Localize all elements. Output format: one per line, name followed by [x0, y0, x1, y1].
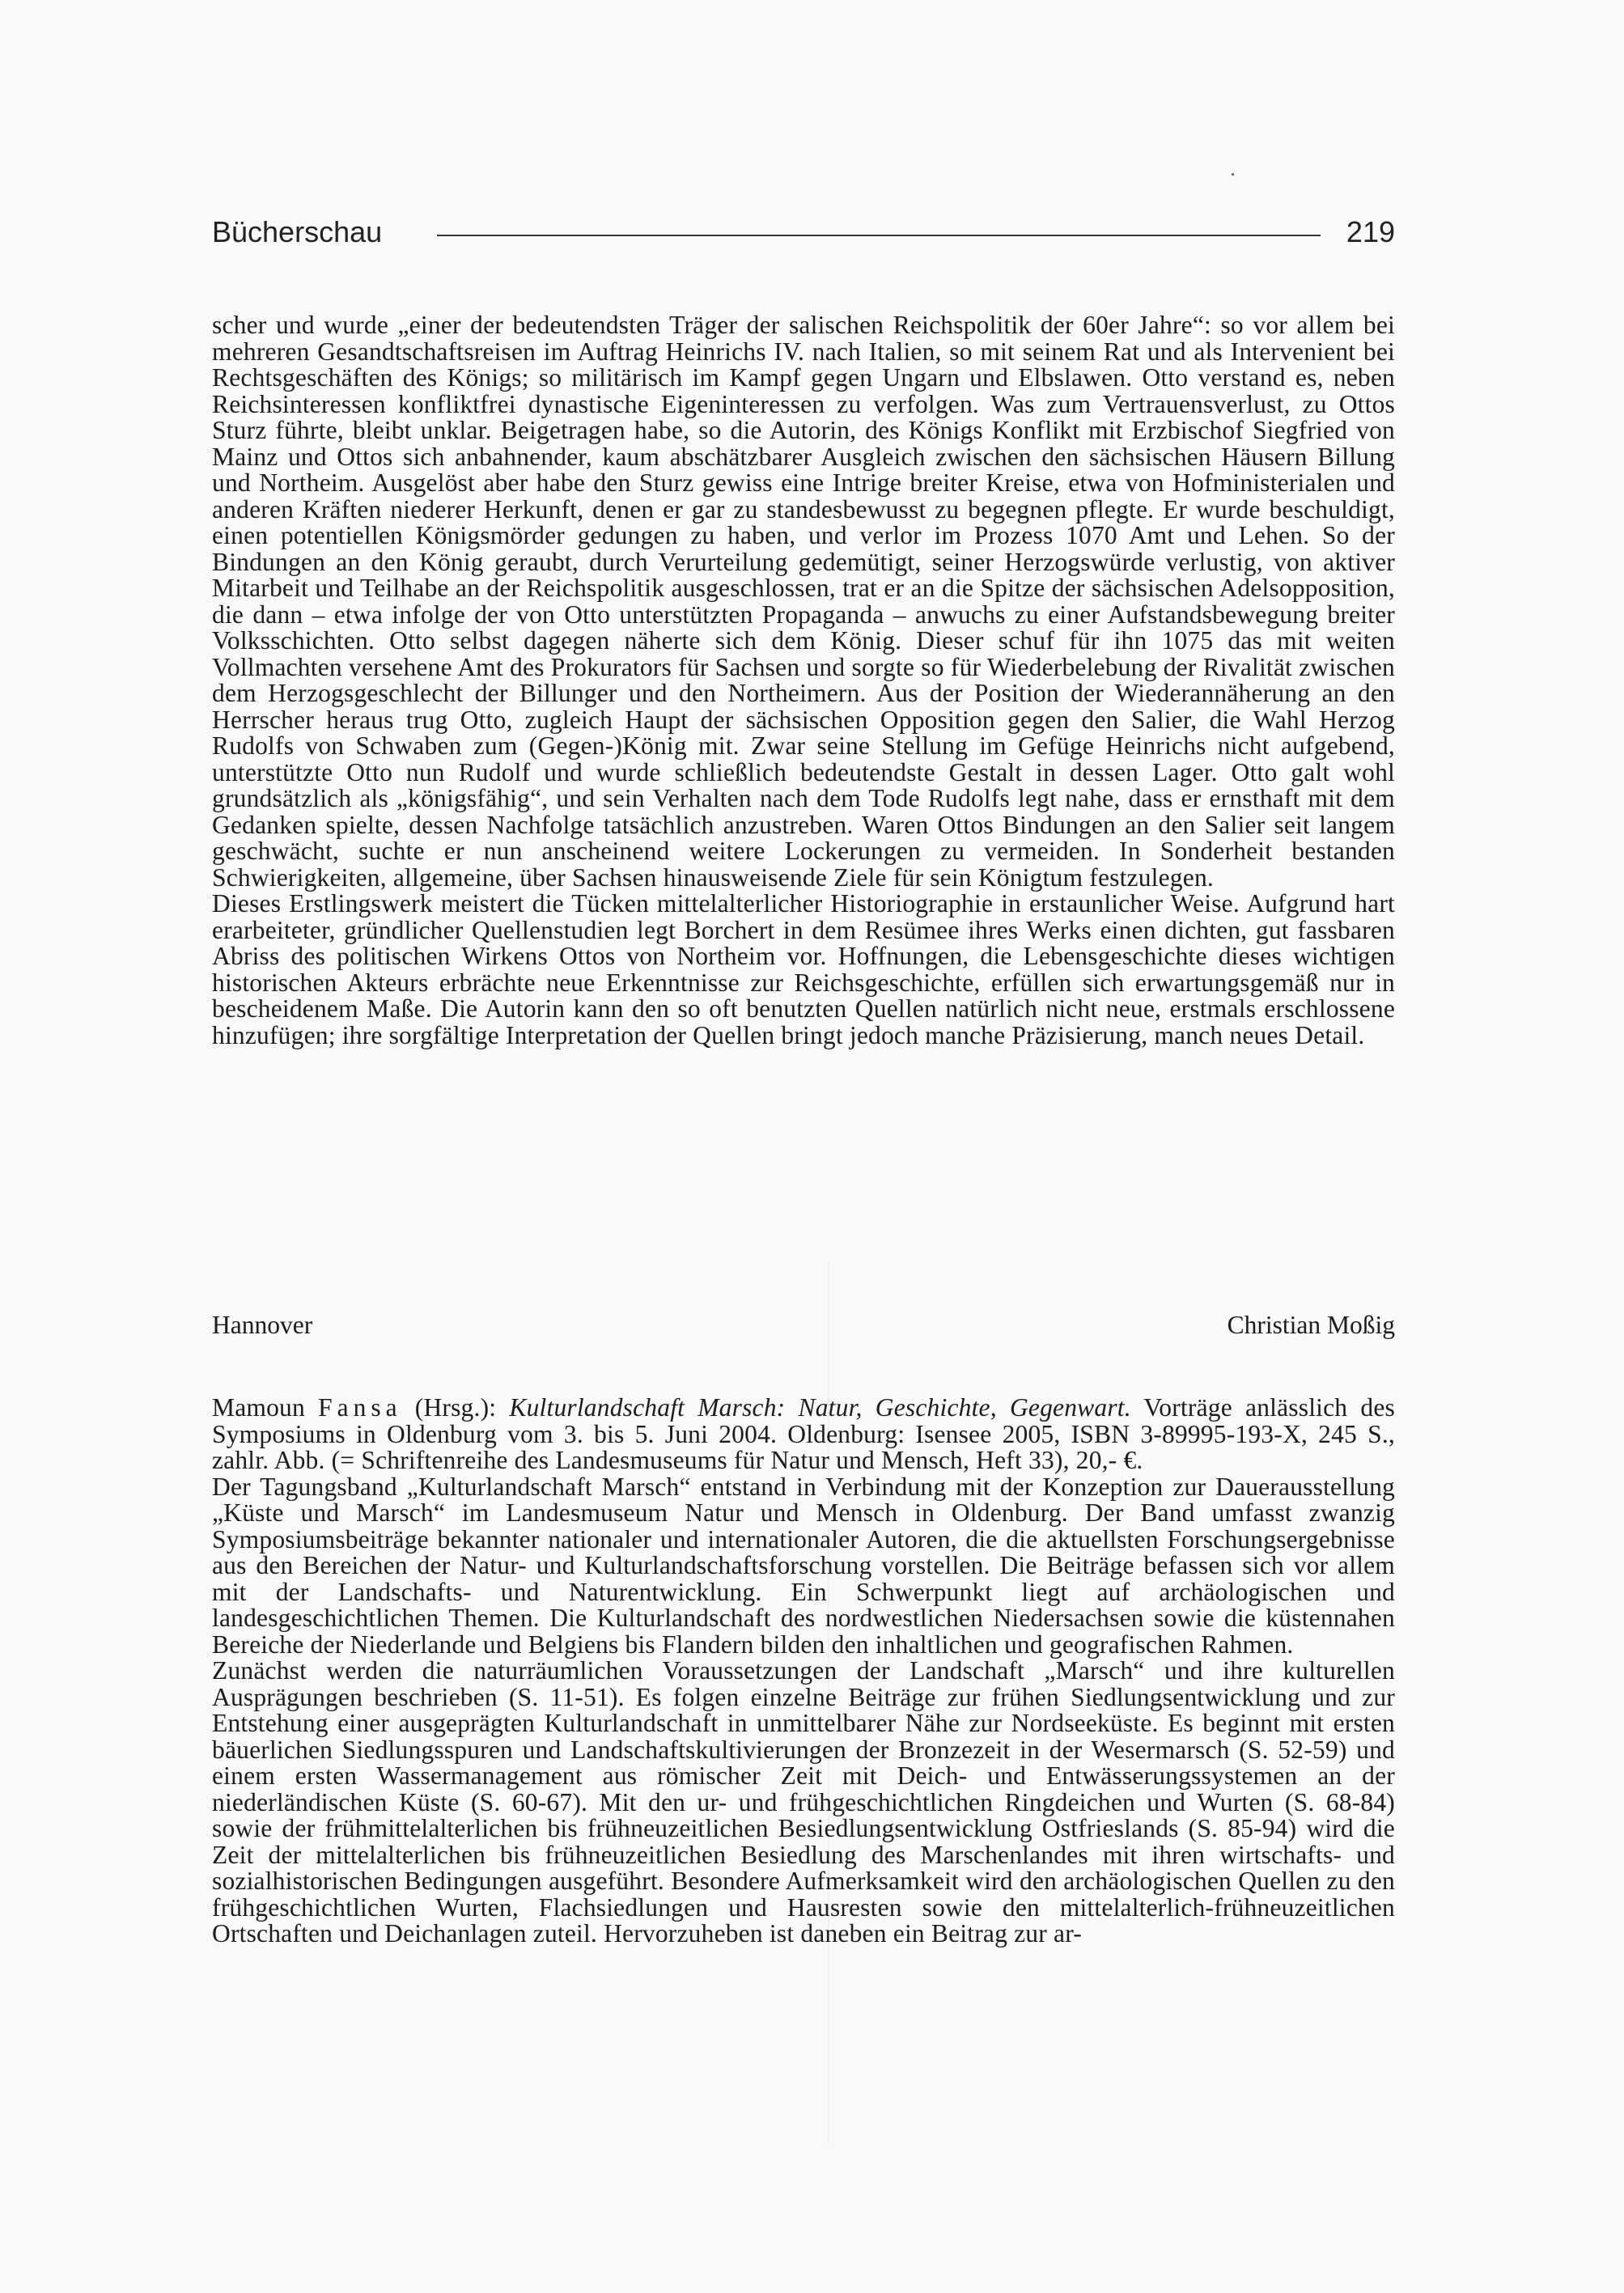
review-paragraph: Dieses Erstlingswerk meistert die Tücken mittelalterlicher Historiographie in erstaunlicher Weise. Aufgrund hart erarbeiteter, gründlicher Quellenstudien legt Borchert in dem Resümee ihres Werks einen dichten, gut fassbaren Abriss des politischen Wirkens Ottos von Northeim vor. Hoffnungen, die Lebensgeschichte dieses wichtigen historischen Akteurs erbrächte neue Erkenntnisse zur Reichsgeschichte, erfüllen sich erwartungsgemäß nur in bescheidenem Maße. Die Autorin kann den so oft benutzten Quellen natürlich nicht neue, erstmals erschlossene hinzufügen; ihre sorgfältige Interpretation der Quellen bringt jedoch manche Präzisierung, manch neues Detail. [212, 889, 1395, 1049]
review-signature [212, 1309, 1395, 1341]
scan-speck [1232, 173, 1234, 176]
review-paragraph: scher und wurde „einer der bedeutendsten Träger der salischen Reichspolitik der 60er Jahre“: so vor allem bei mehreren Gesandtschaftsreisen im Auftrag Heinrichs IV. nach Italien, so mit seinem Rat und als Intervenient bei Rechtsgeschäften des Königs; so militärisch im Kampf gegen Ungarn und Elbslawen. Otto verstand es, neben Reichsinteressen konfliktfrei dynastische Eigeninteressen zu verfolgen. Was zum Vertrauensverlust, zu Ottos Sturz führte, bleibt unklar. Beigetragen habe, so die Autorin, des Königs Konflikt mit Erzbischof Siegfried von Mainz und Ottos sich anbahnender, kaum abschätzbarer Ausgleich zwischen den sächsischen Häusern Billung und Northeim. Ausgelöst aber habe den Sturz gewiss eine Intrige breiter Kreise, etwa von Hofministerialen und anderen Kräften niederer Herkunft, denen er gar zu standesbewusst zu begegnen pflegte. Er wurde beschuldigt, einen potentiellen Königsmörder gedungen zu haben, und verlor im Prozess 1070 Amt und Lehen. So der Bindungen an den König geraubt, durch Verurteilung gedemütigt, seiner Herzogswürde verlustig, von aktiver Mitarbeit und Teilhabe an der Reichspolitik ausgeschlossen, trat er an die Spitze der sächsischen Adelsopposition, die dann – etwa infolge der von Otto unterstützten Propaganda – anwuchs zu einer Aufstandsbewegung breiter Volksschichten. Otto selbst dagegen näherte sich dem König. Dieser schuf für ihn 1075 das mit weiten Vollmachten versehene Amt des Prokurators für Sachsen und sorgte so für Wiederbelebung der Rivalität zwischen dem Herzogsgeschlecht der Billunger und den Northeimern. Aus der Position der Wiederannäherung an den Herrscher heraus trug Otto, zugleich Haupt der sächsischen Opposition gegen den Salier, die Wahl Herzog Rudolfs von Schwaben zum (Gegen-)König mit. Zwar seine Stellung im Gefüge Heinrichs nicht aufgebend, unterstützte Otto nun Rudolf und wurde schließlich bedeutendste Gestalt in dessen Lager. Otto galt wohl grundsätzlich als „königsfähig“, und sein Verhalten nach dem Tode Rudolfs legt nahe, dass er ernsthaft mit dem Gedanken spielte, dessen Nachfolge tatsächlich anzustreben. Waren Ottos Bindungen an den Salier seit langem geschwächt, suchte er nun anscheinend weitere Lockerungen zu vermeiden. In Sonderheit bestanden Schwierigkeiten, allgemeine, über Sachsen hinausweisende Ziele für sein Königtum festzulegen. [212, 311, 1395, 892]
review-paragraph: Zunächst werden die naturräumlichen Voraussetzungen der Landschaft „Marsch“ und ihre kulturellen Ausprägungen beschrieben (S. 11-51). Es folgen einzelne Beiträge zur frühen Siedlungsentwicklung und zur Entstehung einer ausgeprägten Kulturlandschaft in unmittelbarer Nähe zur Nordseeküste. Es beginnt mit ersten bäuerlichen Siedlungsspuren und Landschaftskultivierungen der Bronzezeit in der Wesermarsch (S. 52-59) und einem ersten Wassermanagement aus römischer Zeit mit Deich- und Entwässerungssystemen an der niederländischen Küste (S. 60-67). Mit den ur- und frühgeschichtlichen Ringdeichen und Wurten (S. 68-84) sowie der frühmittelalterlichen bis frühneuzeitlichen Besiedlungsentwicklung Ostfrieslands (S. 85-94) wird die Zeit der mittelalterlichen bis frühneuzeitlichen Besiedlung des Marschenlandes mit ihren wirtschafts- und sozialhistorischen Bedingungen ausgeführt. Besondere Aufmerksamkeit wird den archäologischen Quellen zu den frühgeschichtlichen Wurten, Flachsiedlungen und Hausresten sowie den mittelalterlich-frühneuzeitlichen Ortschaften und Deichanlagen zuteil. Hervorzuheben ist daneben ein Beitrag zur ar- [212, 1656, 1395, 1948]
header-rule [437, 235, 1321, 236]
running-header [212, 212, 1395, 252]
review-continuation [212, 312, 1395, 1049]
bibliographic-entry [212, 1395, 1395, 1474]
section-title: Bücherschau [212, 215, 383, 248]
new-review [212, 1395, 1395, 1948]
review-paragraph: Der Tagungsband „Kulturlandschaft Marsch“ entstand in Verbindung mit der Konzeption zur Dauerausstellung „Küste und Marsch“ im Landesmuseum Natur und Mensch in Oldenburg. Der Band umfasst zwanzig Symposiumsbeiträge bekannter nationaler und internationaler Autoren, die die aktuellsten Forschungsergebnisse aus den Bereichen der Natur- und Kulturlandschaftsforschung vorstellen. Die Beiträge befassen sich vor allem mit der Landschafts- und Naturentwicklung. Ein Schwerpunkt liegt auf archäologischen und landesgeschichtlichen Themen. Die Kulturlandschaft des nordwestlichen Niedersachsen sowie die küstennahen Bereiche der Niederlande und Belgiens bis Flandern bilden den inhaltlichen und geografischen Rahmen. [212, 1472, 1395, 1659]
page-number: 219 [1346, 215, 1395, 248]
bibliographic-details: Vorträge anlässlich des Symposiums in Oldenburg vom 3. bis 5. Juni 2004. Oldenburg: Isensee 2005, ISBN 3-89995-193-X, 245 S., zahlr. Abb. (= Schriftenreihe des Landesmuseums für Natur und Mensch, Heft 33), 20,- €. [212, 1393, 1395, 1474]
book-title: Kulturlandschaft Marsch: Natur, Geschichte, Gegenwart. [509, 1393, 1131, 1422]
signature-place: Hannover [212, 1311, 313, 1339]
editor-surname: Fansa [318, 1393, 402, 1422]
scan-fold-line [828, 1262, 829, 2144]
editor-first-name: Mamoun [212, 1393, 305, 1422]
editor-role: (Hrsg.): [414, 1393, 497, 1422]
reviewer-name: Christian Moßig [1227, 1311, 1395, 1339]
